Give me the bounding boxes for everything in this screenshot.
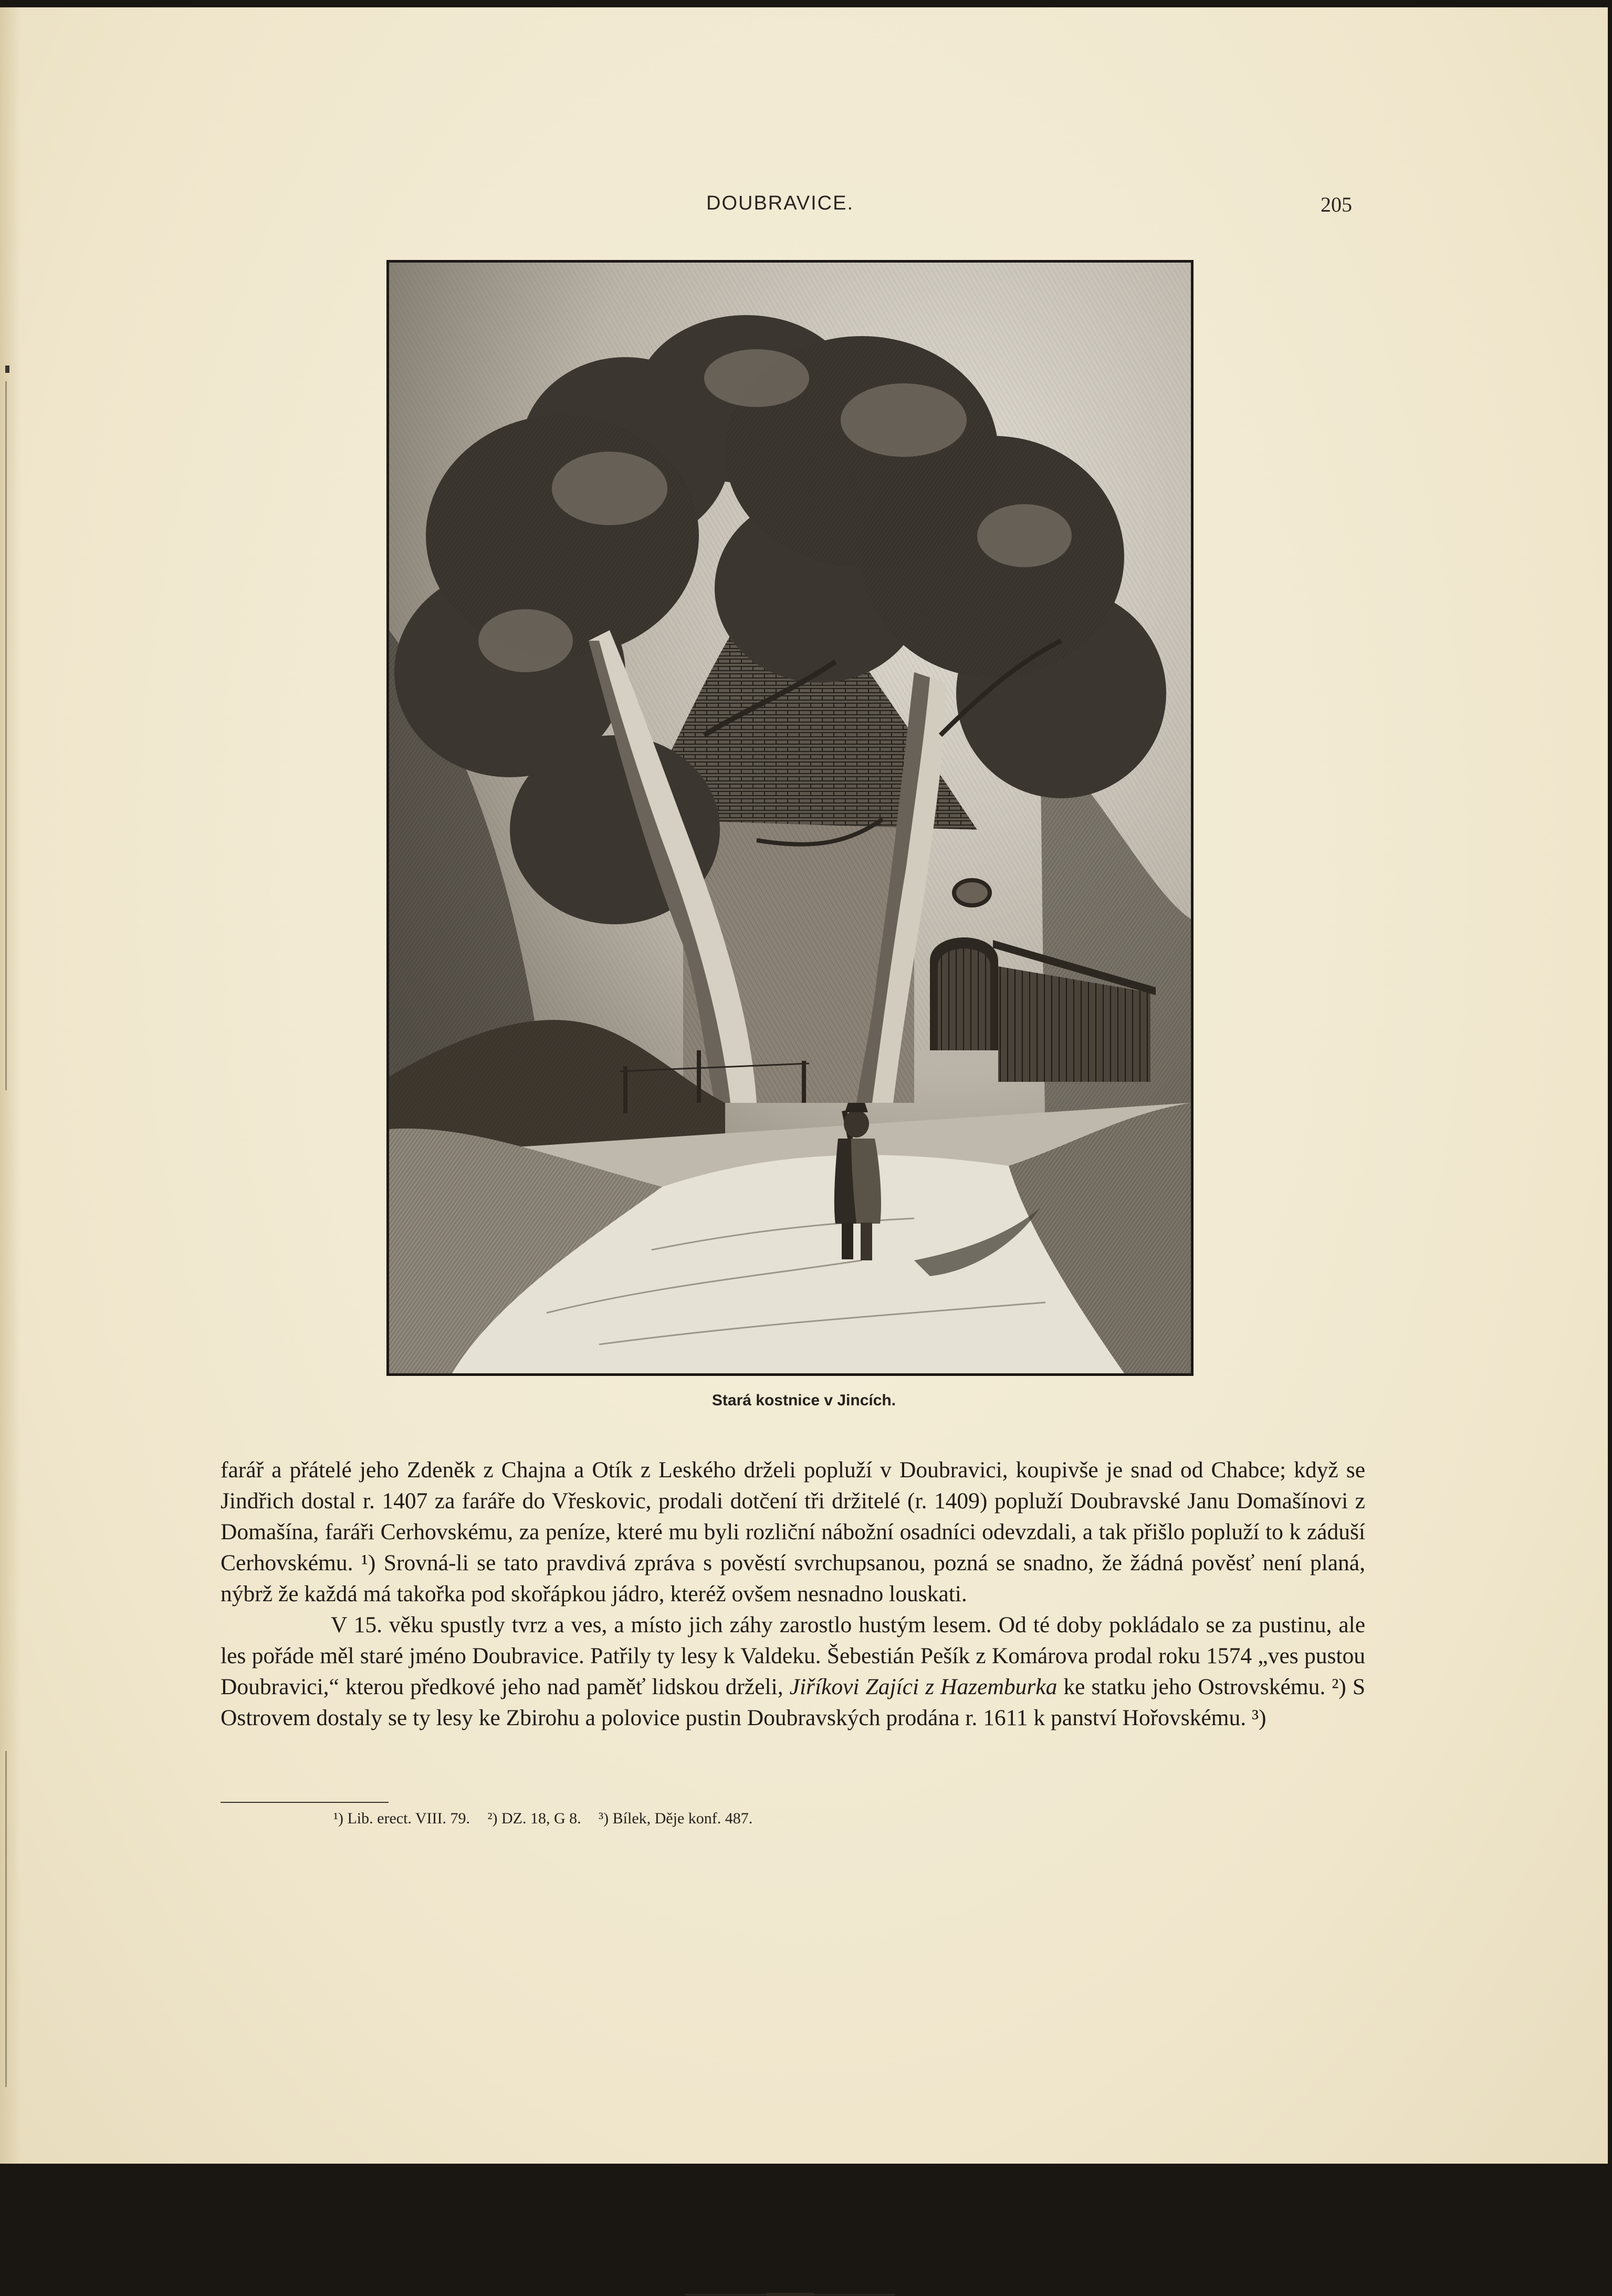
- paragraph-1: farář a přátelé jeho Zdeněk z Chajna a Otík z Leského drželi popluží v Doubravici, koupivše je snad od Chabce; když se Jindřich dostal r. 1407 za faráře do Vřeskovic, prodali dotčení tři držitelé (r. 1409) popluží Doubravské Janu Domašínovi z Domašína, faráři Cerhovskému, za peníze, které mu byli rozliční nábožní osadníci odevzdali, a tak přišlo popluží to k záduší Cerhovskému. ¹) Srovná-li se tato pravdivá zpráva s pověstí svrchupsanou, pozná se snadno, že žádná pověsť není planá, nýbrž že každá má takořka pod skořápkou jádro, kteréž ovšem nesnadno louskati.: [221, 1457, 1365, 1606]
- margin-mark-top: [5, 366, 9, 373]
- footnote-1: ¹) Lib. erect. VIII. 79.: [333, 1810, 470, 1827]
- engraving-illustration: [386, 260, 1194, 1376]
- margin-mark-lower: [5, 1751, 7, 2087]
- footnote-rule: [221, 1802, 389, 1803]
- footnotes: [333, 1810, 766, 1828]
- engraving-old-ossuary-icon: [389, 263, 1191, 1373]
- paragraph-2-text-b: ke statku jeho Ostrovskému. ²) S Ostrovem dostaly se ty lesy ke Zbirohu a polovice pustin Doubravských prodána r. 1611 k panství Hořovskému. ³): [221, 1674, 1366, 1730]
- paragraph-2-text-a: V 15. věku spustly tvrz a ves, a místo jich záhy zarostlo hustým lesem. Od té doby pokládalo se za pustinu, ale les pořáde měl staré jméno Doubravice. Patřily ty lesy k Valdeku. Šebestián Pešík z Komárova prodal roku 1574 „ves pustou Doubravici,“ kterou předkové jeho nad paměť lidskou drželi,: [221, 1612, 1365, 1699]
- running-head: DOUBRAVICE.: [706, 192, 854, 214]
- illustration-caption: Stará kostnice v Jincích.: [711, 1392, 896, 1409]
- body-text: [221, 1455, 1365, 1734]
- footnote-2: ²) DZ. 18, G 8.: [487, 1810, 581, 1827]
- page-number: 205: [1321, 193, 1352, 216]
- footnote-3: ³) Bílek, Děje konf. 487.: [599, 1810, 753, 1827]
- binding-edge: [0, 7, 21, 2164]
- end-ornament-center: [767, 2293, 814, 2296]
- paragraph-2: [221, 1610, 1365, 1734]
- paragraph-2-italic-name: Jiříkovi Zajíci z Hazemburka: [789, 1674, 1058, 1699]
- book-page: [0, 7, 1608, 2164]
- margin-mark-bar: [5, 381, 7, 1090]
